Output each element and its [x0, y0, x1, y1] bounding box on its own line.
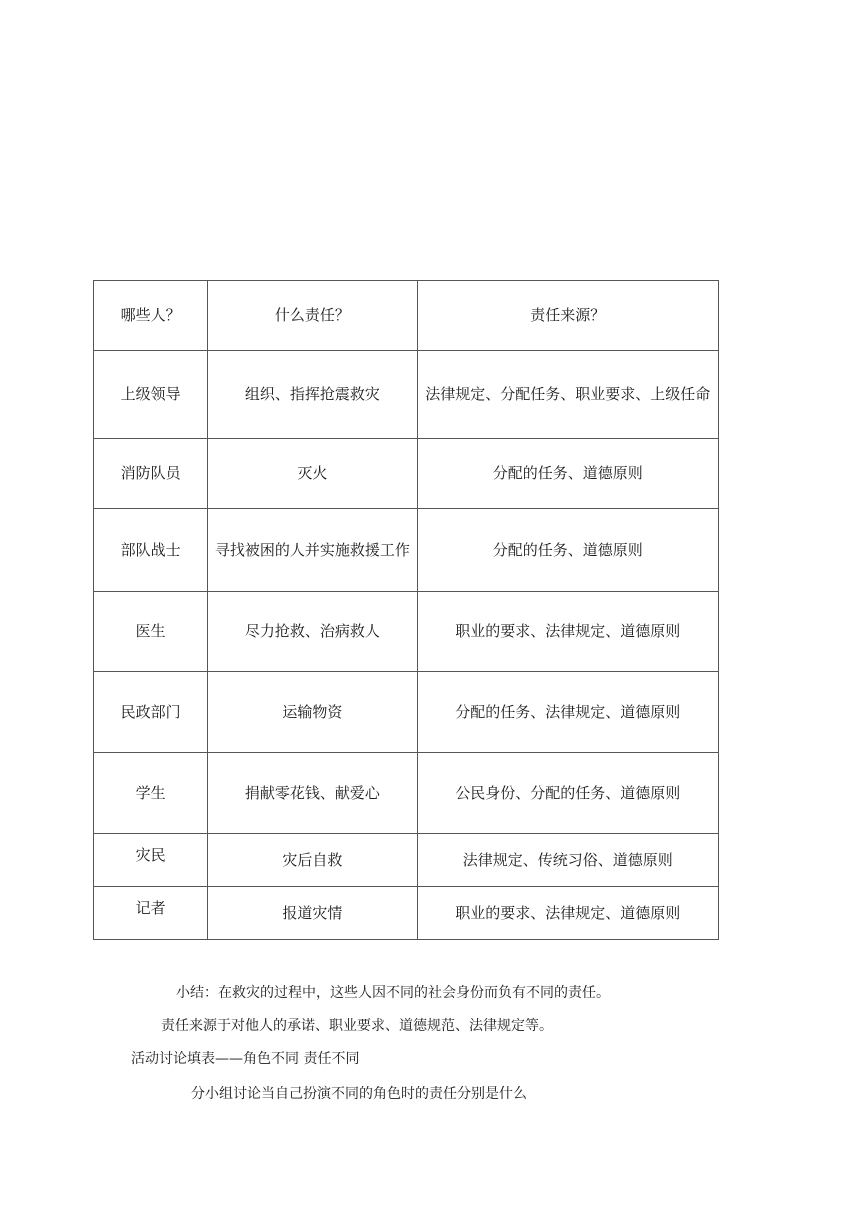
cell-source: 分配的任务、道德原则 — [417, 439, 719, 509]
cell-responsibility: 组织、指挥抢震救灾 — [208, 351, 417, 439]
header-who: 哪些人？ — [94, 281, 208, 351]
table-row — [94, 887, 719, 940]
summary-text: 小结：在救灾的过程中，这些人因不同的社会身份而负有不同的责任。 — [176, 985, 610, 1001]
cell-who: 医生 — [94, 592, 208, 672]
cell-source: 分配的任务、道德原则 — [417, 509, 719, 592]
table-row — [94, 439, 719, 509]
cell-who: 部队战士 — [94, 509, 208, 592]
cell-responsibility: 报道灾情 — [208, 887, 417, 940]
cell-source: 法律规定、传统习俗、道德原则 — [417, 834, 719, 887]
cell-responsibility: 运输物资 — [208, 672, 417, 753]
responsibility-table — [93, 280, 719, 940]
table-row — [94, 834, 719, 887]
cell-source: 职业的要求、法律规定、道德原则 — [417, 592, 719, 672]
cell-responsibility: 灾后自救 — [208, 834, 417, 887]
cell-source: 分配的任务、法律规定、道德原则 — [417, 672, 719, 753]
table-row — [94, 753, 719, 834]
cell-responsibility: 捐献零花钱、献爱心 — [208, 753, 417, 834]
header-responsibility: 什么责任？ — [208, 281, 417, 351]
cell-who: 灾民 — [94, 834, 208, 887]
cell-source: 公民身份、分配的任务、道德原则 — [417, 753, 719, 834]
cell-responsibility: 灭火 — [208, 439, 417, 509]
activity-title: 活动讨论填表——角色不同 责任不同 — [131, 1051, 360, 1067]
table-header-row — [94, 281, 719, 351]
table-row — [94, 351, 719, 439]
cell-who: 民政部门 — [94, 672, 208, 753]
cell-who: 上级领导 — [94, 351, 208, 439]
cell-responsibility: 寻找被困的人并实施救援工作 — [208, 509, 417, 592]
cell-source: 职业的要求、法律规定、道德原则 — [417, 887, 719, 940]
table-row — [94, 672, 719, 753]
responsibility-source-text: 责任来源于对他人的承诺、职业要求、道德规范、法律规定等。 — [161, 1018, 553, 1034]
cell-who: 消防队员 — [94, 439, 208, 509]
cell-responsibility: 尽力抢救、治病救人 — [208, 592, 417, 672]
table-row — [94, 592, 719, 672]
header-source: 责任来源？ — [417, 281, 719, 351]
cell-source: 法律规定、分配任务、职业要求、上级任命 — [417, 351, 719, 439]
cell-who: 学生 — [94, 753, 208, 834]
table-row — [94, 509, 719, 592]
cell-who: 记者 — [94, 887, 208, 940]
discussion-prompt: 分小组讨论当自己扮演不同的角色时的责任分别是什么 — [191, 1086, 527, 1102]
